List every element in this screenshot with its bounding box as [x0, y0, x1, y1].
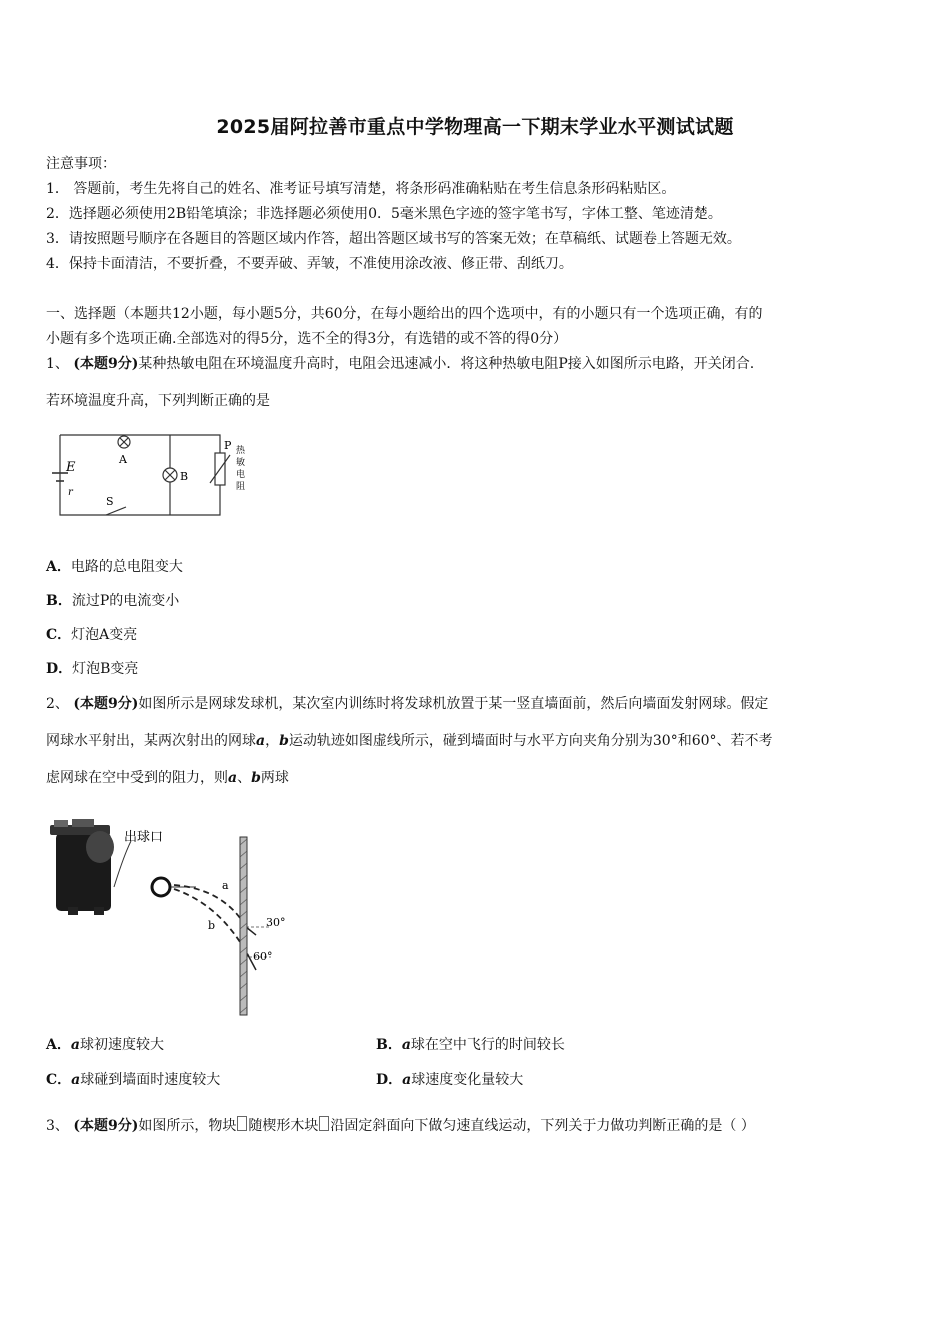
notice-item-2: 2．选择题必须使用2B铅笔填涂；非选择题必须使用0．5毫米黑色字迹的签字笔书写，字体工整、笔迹清楚。	[46, 206, 722, 222]
section-instructions-1: 一、选择题（本题共12小题，每小题5分，共60分，在每小题给出的四个选项中，有的小题只有一个选项正确，有的	[46, 306, 763, 322]
q2-text-1: 如图所示是网球发球机，某次室内训练时将发球机放置于某一竖直墙面前，然后向墙面发射网球。假定	[138, 696, 769, 712]
q1-line-2: 若环境温度升高，下列判断正确的是	[46, 393, 270, 409]
q1-option-a: A．电路的总电阻变大	[46, 559, 183, 575]
page-title: 2025届阿拉善市重点中学物理高一下期末学业水平测试试题	[216, 116, 734, 138]
q2-line-2: 网球水平射出，某两次射出的网球a，b运动轨迹如图虚线所示，碰到墙面时与水平方向夹角分别为30°和60°、若不考	[46, 733, 773, 749]
section-instructions-2: 小题有多个选项正确.全部选对的得5分，选不全的得3分，有选错的或不答的得0分）	[46, 331, 568, 347]
circuit-label-A: A	[119, 453, 127, 466]
thermistor-label-4: 阻	[236, 482, 246, 492]
q2-line-3: 虑网球在空中受到的阻力，则a、b两球	[46, 770, 289, 786]
tennis-launcher-diagram	[46, 805, 306, 1020]
trajectory-a-label: a	[222, 879, 229, 892]
notice-item-1: 1． 答题前，考生先将自己的姓名、准考证号填写清楚，将条形码准确粘贴在考生信息条形码粘贴区。	[46, 181, 676, 197]
tennis-ball	[152, 878, 170, 896]
outlet-label: 出球口	[124, 830, 164, 845]
q1-option-c: C．灯泡A变亮	[46, 627, 138, 643]
q3-line-1: 3、 (本题9分)如图所示，物块 随楔形木块 沿固定斜面向下做匀速直线运动，下列关于力做功判断正确的是（ ）	[46, 1118, 755, 1134]
q1-text-1: 某种热敏电阻在环境温度升高时，电阻会迅速减小．将这种热敏电阻P接入如图所示电路，开关闭合.	[138, 356, 755, 372]
trajectory-b-label: b	[208, 919, 216, 932]
q1-line-1	[46, 353, 754, 373]
circuit-label-r: r	[68, 487, 73, 498]
angle-30-label: 30°	[266, 916, 286, 929]
q1-tag: (本题9分)	[73, 356, 139, 372]
missing-glyph-icon	[237, 1116, 247, 1131]
q2-option-b: B．a球在空中飞行的时间较长	[376, 1037, 565, 1053]
q1-number: 1、	[46, 356, 69, 372]
circuit-label-P: P	[224, 439, 232, 452]
thermistor-label-1: 热	[236, 446, 246, 456]
circuit-label-S: S	[106, 495, 114, 508]
q2-option-a: A．a球初速度较大	[46, 1037, 164, 1053]
notice-item-4: 4．保持卡面清洁，不要折叠，不要弄破、弄皱，不准使用涂改液、修正带、刮纸刀。	[46, 256, 573, 272]
q2-number: 2、	[46, 696, 69, 712]
q1-option-b: B．流过P的电流变小	[46, 593, 180, 609]
launcher-machine	[50, 819, 114, 915]
q2-option-c: C．a球碰到墙面时速度较大	[46, 1072, 221, 1088]
circuit-diagram	[46, 425, 266, 525]
circuit-label-B: B	[180, 470, 189, 483]
q3-number: 3、	[46, 1118, 69, 1134]
q3-tag: (本题9分)	[73, 1118, 139, 1134]
thermistor-label-2: 敏	[236, 458, 246, 468]
angle-60-label: 60°	[253, 950, 273, 963]
thermistor-label-3: 电	[236, 470, 246, 480]
q2-tag: (本题9分)	[73, 696, 139, 712]
notice-heading: 注意事项：	[46, 156, 116, 172]
q2-option-d: D．a球速度变化量较大	[376, 1072, 524, 1088]
circuit-label-E: E	[66, 460, 76, 475]
q2-line-1	[46, 693, 768, 713]
missing-glyph-icon	[319, 1116, 329, 1131]
notice-item-3: 3．请按照题号顺序在各题目的答题区域内作答，超出答题区域书写的答案无效；在草稿纸、试题卷上答题无效。	[46, 231, 741, 247]
q1-option-d: D．灯泡B变亮	[46, 661, 139, 677]
